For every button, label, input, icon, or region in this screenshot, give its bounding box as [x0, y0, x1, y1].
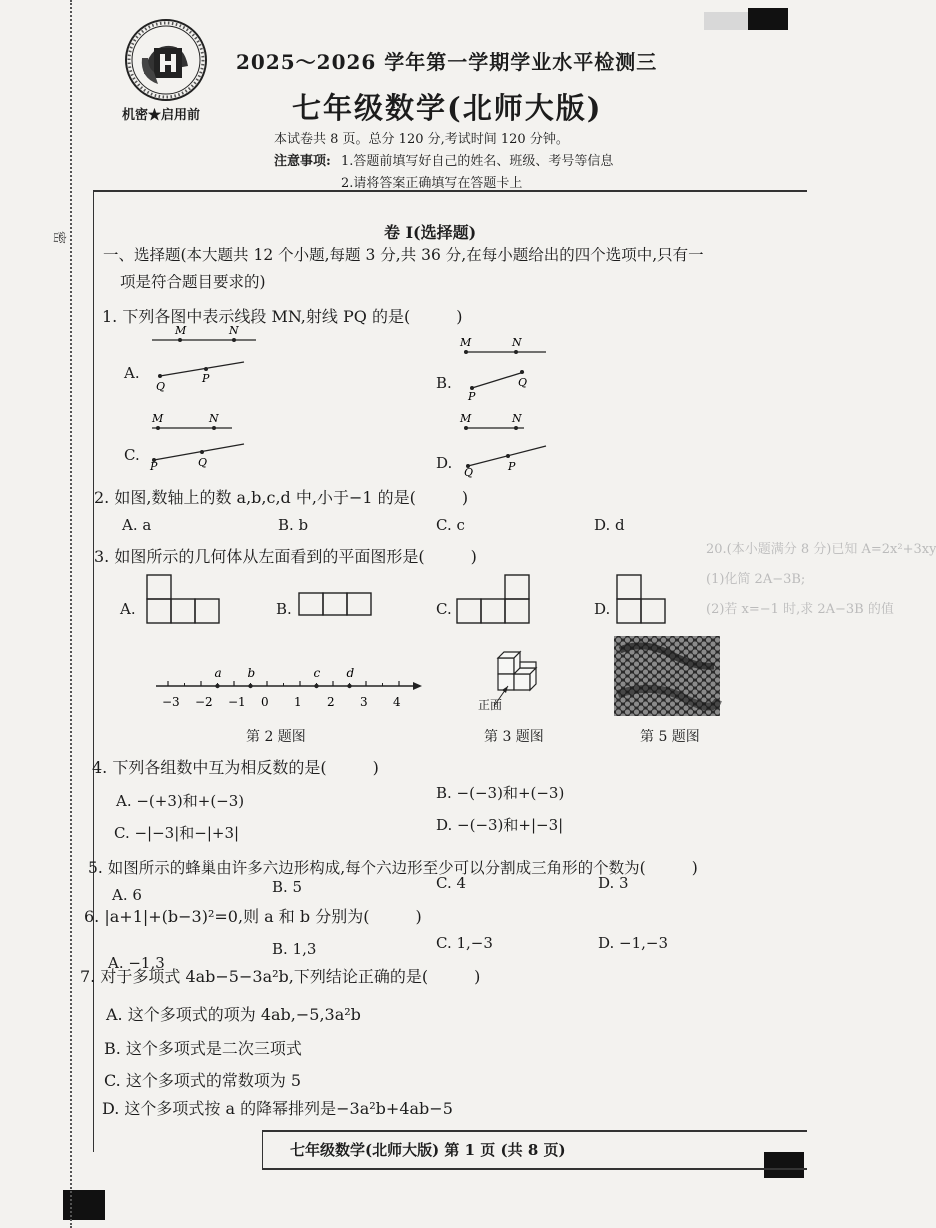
numberline-tick-label: −2 — [195, 695, 213, 709]
numberline-tick-label: 0 — [261, 695, 269, 709]
volume-title: 卷 I(选择题) — [384, 223, 477, 242]
bleed-text-2: (1)化简 2A−3B; — [706, 572, 806, 587]
section-heading-line1: 一、选择题(本大题共 12 个小题,每题 3 分,共 36 分,在每小题给出的四个选项中,只有一 — [103, 246, 704, 264]
q3-stem-text: 3. 如图所示的几何体从左面看到的平面图形是( — [94, 547, 425, 566]
q2-option-c: C. c — [436, 516, 465, 534]
q7-stem-text: 7. 对于多项式 4ab−5−3a²b,下列结论正确的是( — [80, 967, 429, 986]
notice-item-1: 1.答题前填写好自己的姓名、班级、考号等信息 — [341, 154, 614, 169]
q7-option-a: A. 这个多项式的项为 4ab,−5,3a²b — [106, 1005, 361, 1024]
numberline-tick-label: −1 — [228, 695, 246, 709]
numberline-point-d — [347, 684, 351, 688]
q6-option-b: B. 1,3 — [272, 940, 317, 958]
q4-option-b: B. −(−3)和+(−3) — [436, 784, 565, 802]
q5-close: ) — [691, 859, 698, 877]
q3-option-d: D. — [594, 600, 611, 618]
q1a-label-p: P — [202, 372, 210, 385]
q2-option-d: D. d — [594, 516, 625, 534]
q1c-label-p: P — [150, 460, 158, 473]
q1-figure-c — [140, 408, 260, 476]
q6-option-d: D. −1,−3 — [598, 934, 669, 952]
numberline-point-b — [248, 684, 252, 688]
q5-option-a: A. 6 — [112, 886, 142, 904]
q5-honeycomb-image — [614, 636, 720, 716]
q4-close: ) — [372, 758, 379, 777]
q7-option-b: B. 这个多项式是二次三项式 — [104, 1039, 302, 1058]
q7-option-d: D. 这个多项式按 a 的降幂排列是−3a²b+4ab−5 — [102, 1099, 453, 1118]
q3-stem — [94, 544, 477, 567]
q1a-label-n: N — [229, 324, 239, 337]
q1-figure-a — [140, 322, 260, 398]
q1c-label-n: N — [209, 412, 219, 425]
q1d-label-p: P — [508, 460, 516, 473]
q1c-label-q: Q — [198, 456, 208, 469]
binding-margin-char: 密 — [51, 230, 67, 245]
q2-close: ) — [461, 488, 469, 507]
numberline-point-label: b — [247, 666, 256, 680]
subject-title: 七年级数学(北师大版) — [292, 91, 603, 125]
q3-figure-c — [456, 574, 532, 630]
caption-q2-figure: 第 2 题图 — [246, 729, 306, 745]
q3-figure-a — [146, 574, 222, 630]
q5-option-d: D. 3 — [598, 874, 629, 892]
numberline-point-a — [215, 684, 219, 688]
q6-close: ) — [415, 907, 422, 926]
q1b-label-n: N — [512, 336, 522, 349]
numberline-point-label: d — [346, 666, 355, 680]
numberline-tick-label: −3 — [162, 695, 180, 709]
q3-front-label: 正面 — [478, 698, 503, 712]
scan-smudge-top-right — [704, 12, 748, 30]
caption-q3-figure: 第 3 题图 — [484, 729, 544, 745]
q2-number-line — [150, 664, 430, 716]
q6-option-c: C. 1,−3 — [436, 934, 493, 952]
q3-close: ) — [470, 547, 477, 566]
section-heading-line2: 项是符合题目要求的) — [120, 273, 266, 291]
q1d-label-m: M — [460, 412, 472, 425]
page-footer-label: 七年级数学(北师大版) 第 1 页 (共 8 页) — [290, 1141, 566, 1159]
q1c-label-m: M — [152, 412, 164, 425]
q1b-label-m: M — [460, 336, 472, 349]
registration-mark-top-right — [748, 8, 788, 30]
q6-stem — [84, 904, 422, 927]
q3-option-c: C. — [436, 600, 452, 618]
bleed-text-1: 20.(本小题满分 8 分)已知 A=2x²+3xy — [706, 542, 936, 557]
numberline-point-c — [314, 684, 318, 688]
caption-q5-figure: 第 5 题图 — [640, 729, 700, 745]
q5-option-b: B. 5 — [272, 878, 303, 896]
q3-option-a: A. — [120, 600, 136, 618]
q1a-label-q: Q — [156, 380, 166, 393]
q3-figure-d — [616, 574, 668, 630]
q4-option-c: C. −|−3|和−|+3| — [114, 824, 240, 842]
numberline-tick-label: 2 — [327, 695, 335, 709]
q1b-label-q: Q — [518, 376, 528, 389]
q1-option-a: A. — [124, 364, 140, 382]
q1d-label-q: Q — [464, 466, 474, 479]
q6-option-a: A. −1,3 — [108, 954, 165, 972]
numberline-point-label: c — [313, 666, 321, 680]
q2-stem — [94, 485, 468, 508]
q3-figure-b — [298, 592, 374, 622]
q7-close: ) — [474, 967, 481, 986]
q1a-label-m: M — [175, 324, 187, 337]
q1b-label-p: P — [468, 390, 476, 403]
confidential-label: 机密★启用前 — [122, 108, 201, 123]
numberline-tick-label: 3 — [360, 695, 368, 709]
q5-stem-text: 5. 如图所示的蜂巢由许多六边形构成,每个六边形至少可以分割成三角形的个数为( — [88, 859, 646, 877]
q7-stem — [80, 964, 480, 987]
q1-option-d: D. — [436, 454, 453, 472]
q2-option-a: A. a — [122, 516, 152, 534]
q4-option-d: D. −(−3)和+|−3| — [436, 816, 564, 834]
q4-stem — [92, 755, 379, 778]
numberline-tick-label: 1 — [294, 695, 302, 709]
q2-stem-text: 2. 如图,数轴上的数 a,b,c,d 中,小于−1 的是( — [94, 488, 416, 507]
numberline-tick-label: 4 — [393, 695, 401, 709]
q5-option-c: C. 4 — [436, 874, 467, 892]
q1d-label-n: N — [512, 412, 522, 425]
notice-label: 注意事项: — [274, 154, 331, 169]
q1-option-b: B. — [436, 374, 452, 392]
notice-item-2: 2.请将答案正确填写在答题卡上 — [341, 176, 523, 191]
exam-info-line: 本试卷共 8 页。总分 120 分,考试时间 120 分钟。 — [274, 132, 569, 147]
bleed-text-3: (2)若 x=−1 时,求 2A−3B 的值 — [706, 602, 894, 617]
school-logo — [124, 18, 208, 102]
q1-stem-text: 1. 下列各图中表示线段 MN,射线 PQ 的是( — [102, 307, 411, 326]
q1-figure-b — [452, 334, 562, 408]
exam-title: 2025～2026 学年第一学期学业水平检测三 — [236, 50, 658, 74]
numberline-point-label: a — [214, 666, 222, 680]
binding-margin-line — [70, 0, 72, 1228]
q1-close: ) — [456, 307, 463, 326]
q4-stem-text: 4. 下列各组数中互为相反数的是( — [92, 758, 327, 777]
q7-option-c: C. 这个多项式的常数项为 5 — [104, 1071, 302, 1090]
q4-option-a: A. −(+3)和+(−3) — [116, 792, 245, 810]
q1-option-c: C. — [124, 446, 140, 464]
q6-stem-text: 6. |a+1|+(b−3)²=0,则 a 和 b 分别为( — [84, 907, 370, 926]
q2-option-b: B. b — [278, 516, 309, 534]
q3-option-b: B. — [276, 600, 292, 618]
q1-figure-d — [452, 408, 562, 482]
